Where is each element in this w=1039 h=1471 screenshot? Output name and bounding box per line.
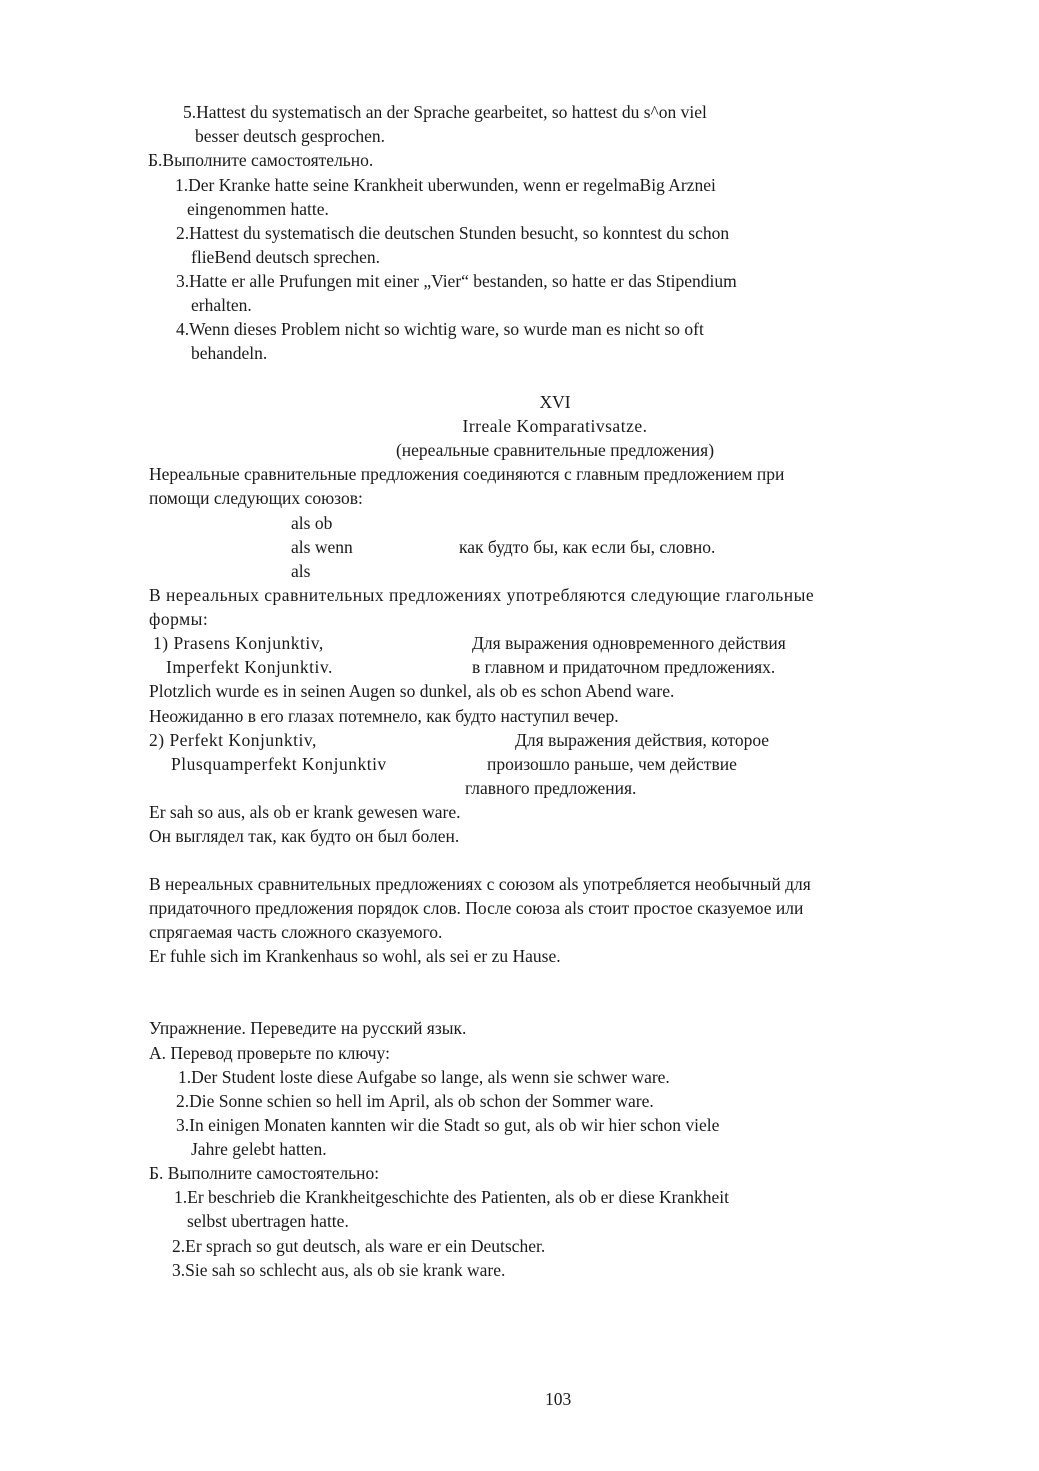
form-1-right-1: Для выражения одновременного действия (472, 633, 786, 653)
form-2-left-1: 2) Perfekt Konjunktiv, (149, 730, 317, 750)
example-1-de: Plotzlich wurde es in seinen Augen so dunkel, als ob es schon Abend ware. (149, 681, 675, 701)
exercise-b2-item-2: 2.Er sprach so gut deutsch, als ware er ein Deutscher. (172, 1236, 546, 1256)
forms-line-1: В нереальных сравнительных предложениях употребляются следующие глагольные (149, 585, 815, 605)
example-1-ru: Неожиданно в его глазах потемнело, как будто наступил вечер. (149, 706, 619, 726)
word-order-line-2: придаточного предложения порядок слов. После союза als стоит простое сказуемое или (149, 898, 804, 918)
word-order-example: Er fuhle sich im Krankenhaus so wohl, als sei er zu Hause. (149, 946, 561, 966)
exercise-a-item-3-line-1: 3.In einigen Monaten kannten wir die Stadt so gut, als ob wir hier schon viele (176, 1115, 720, 1135)
exercise-a-item-1: 1.Der Student loste diese Aufgabe so lange, als wenn sie schwer ware. (178, 1067, 670, 1087)
forms-line-2: формы: (149, 609, 209, 629)
section-number: XVI (539, 392, 571, 412)
exercise-b-heading: Б.Выполните самостоятельно. (148, 150, 374, 170)
section-title: Irreale Komparativsatze. (462, 416, 648, 436)
exercise-b-item-3-line-1: 3.Hatte er alle Prufungen mit einer „Vier“ bestanden, so hatte er das Stipendium (176, 271, 737, 291)
form-2-right-3: главного предложения. (465, 778, 637, 798)
page-number: 103 (545, 1389, 572, 1409)
exercise-a-heading: А. Перевод проверьте по ключу: (149, 1043, 390, 1063)
exercise-b-item-3-line-2: erhalten. (191, 295, 252, 315)
intro-line-2: помощи следующих союзов: (149, 488, 363, 508)
intro-line-1: Нереальные сравнительные предложения соединяются с главным предложением при (149, 464, 785, 484)
conjunctions-meaning: как будто бы, как если бы, словно. (459, 537, 716, 557)
form-1-right-2: в главном и придаточном предложениях. (472, 657, 776, 677)
example-2-de: Er sah so aus, als ob er krank gewesen ware. (149, 802, 461, 822)
conjunction-als: als (291, 561, 311, 581)
exercise-b-item-4-line-2: behandeln. (191, 343, 268, 363)
exercise-b-item-1-line-1: 1.Der Kranke hatte seine Krankheit uberwunden, wenn er regelmaBig Arznei (175, 175, 716, 195)
form-1-left-2: Imperfekt Konjunktiv. (166, 657, 333, 677)
exercise-item-5-line-1: 5.Hattest du systematisch an der Sprache gearbeitet, so hattest du s^on viel (183, 102, 707, 122)
exercise-a-item-3-line-2: Jahre gelebt hatten. (191, 1139, 327, 1159)
exercise-heading: Упражнение. Переведите на русский язык. (149, 1018, 467, 1038)
exercise-b2-item-1-line-2: selbst ubertragen hatte. (187, 1211, 349, 1231)
word-order-line-3: спрягаемая часть сложного сказуемого. (149, 922, 443, 942)
word-order-line-1: В нереальных сравнительных предложениях с союзом als употребляется необычный для (149, 874, 811, 894)
section-subtitle: (нереальные сравнительные предложения) (395, 440, 715, 460)
exercise-b-item-2-line-2: flieBend deutsch sprechen. (191, 247, 381, 267)
form-2-right-2: произошло раньше, чем действие (487, 754, 737, 774)
exercise-b-item-1-line-2: eingenommen hatte. (187, 199, 329, 219)
exercise-b2-item-1-line-1: 1.Er beschrieb die Krankheitgeschichte des Patienten, als ob er diese Krankheit (174, 1187, 729, 1207)
example-2-ru: Он выглядел так, как будто он был болен. (149, 826, 460, 846)
conjunction-als-wenn: als wenn (291, 537, 353, 557)
form-2-left-2: Plusquamperfekt Konjunktiv (171, 754, 387, 774)
form-2-right-1: Для выражения действия, которое (515, 730, 770, 750)
exercise-item-5-line-2: besser deutsch gesprochen. (195, 126, 386, 146)
exercise-b2-heading: Б. Выполните самостоятельно: (149, 1163, 380, 1183)
exercise-b-item-4-line-1: 4.Wenn dieses Problem nicht so wichtig ware, so wurde man es nicht so oft (176, 319, 704, 339)
exercise-b-item-2-line-1: 2.Hattest du systematisch die deutschen Stunden besucht, so konntest du schon (176, 223, 730, 243)
form-1-left-1: 1) Prasens Konjunktiv, (153, 633, 324, 653)
exercise-b2-item-3: 3.Sie sah so schlecht aus, als ob sie krank ware. (172, 1260, 506, 1280)
exercise-a-item-2: 2.Die Sonne schien so hell im April, als ob schon der Sommer ware. (176, 1091, 654, 1111)
conjunction-als-ob: als ob (291, 513, 333, 533)
